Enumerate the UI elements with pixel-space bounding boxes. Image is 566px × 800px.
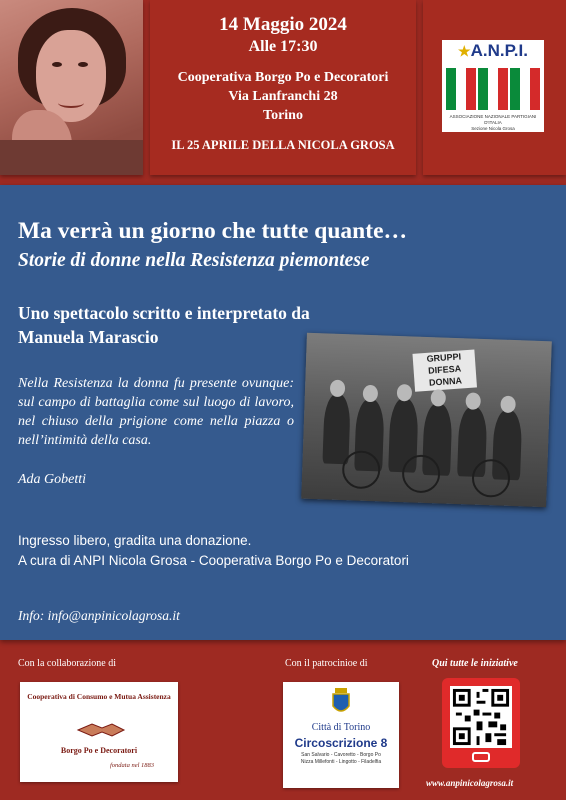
- website-url[interactable]: www.anpinicolagrosa.it: [426, 778, 514, 788]
- venue-city: Torino: [263, 108, 303, 123]
- quote-text: Nella Resistenza la donna fu presente ovunque: sul campo di battaglia come sul luogo di lavoro, nel chiuso della prigione come nella piazza o nell’intimità della casa.: [18, 376, 294, 448]
- coop-logo-founded: fondata nel 1883: [110, 762, 155, 769]
- torino-city: Città di Torino: [311, 722, 371, 733]
- event-time: Alle 17:30: [248, 38, 318, 55]
- performer-name: Manuela Marascio: [18, 327, 159, 347]
- patronage-label: Con il patrocinioe di: [285, 658, 368, 669]
- coop-logo-name: Borgo Po e Decoratori: [60, 746, 138, 755]
- torino-district: Circoscrizione 8: [294, 736, 388, 750]
- event-date: 14 Maggio 2024: [219, 14, 347, 35]
- portrait-photo: [0, 0, 143, 175]
- flag-icon: [478, 68, 508, 110]
- qr-code-icon[interactable]: [450, 686, 512, 748]
- phone-button-icon: [472, 752, 490, 762]
- quote-author: Ada Gobetti: [18, 472, 87, 487]
- event-venue: [150, 68, 416, 125]
- main-panel: [0, 185, 566, 640]
- qr-label: Qui tutte le iniziative: [432, 658, 518, 669]
- protest-sign: GRUPPI DIFESA DONNA: [412, 349, 476, 391]
- handshake-icon: [76, 716, 126, 740]
- organizer-line: A cura di ANPI Nicola Grosa - Cooperativa Borgo Po e Decoratori: [18, 553, 409, 568]
- venue-address: Via Lanfranchi 28: [228, 89, 338, 104]
- venue-name: Cooperativa Borgo Po e Decoratori: [177, 70, 389, 85]
- anpi-panel: [423, 0, 566, 175]
- qr-frame: [442, 678, 520, 768]
- anpi-logo-title: ★A.N.P.I.: [458, 41, 528, 60]
- flag-icon: [446, 68, 476, 110]
- historical-photo: [301, 333, 552, 507]
- coop-logo: [20, 682, 178, 782]
- credits-line: Uno spettacolo scritto e interpretato da: [18, 303, 310, 323]
- show-credits: [18, 301, 310, 349]
- flag-icon: [510, 68, 540, 110]
- event-name: IL 25 APRILE DELLA NICOLA GROSA: [171, 138, 395, 152]
- entry-line: Ingresso libero, gradita una donazione.: [18, 533, 252, 548]
- show-subtitle: Storie di donne nella Resistenza piemontese: [18, 250, 370, 271]
- footer: [0, 650, 566, 800]
- torino-logo: [283, 682, 399, 788]
- contact-info: Info: info@anpinicolagrosa.it: [18, 608, 180, 623]
- show-title: Ma verrà un giorno che tutte quante…: [18, 218, 408, 244]
- event-header: [150, 0, 416, 175]
- entry-info: [18, 531, 409, 571]
- collaboration-label: Con la collaborazione di: [18, 658, 117, 669]
- anpi-logo-subtitle: ASSOCIAZIONE NAZIONALE PARTIGIANI D'ITALIA Sezione Nicola Grosa: [449, 114, 537, 131]
- torino-neighborhoods: San Salvario - Cavoretto - Borgo Po Nizza Millefonti - Lingotto - Filadelfia: [300, 752, 382, 765]
- coop-logo-title: Cooperativa di Consumo e Mutua Assistenza: [27, 692, 171, 701]
- star-icon: ★: [458, 43, 471, 59]
- coat-of-arms-icon: [331, 688, 351, 716]
- anpi-logo: [442, 40, 544, 132]
